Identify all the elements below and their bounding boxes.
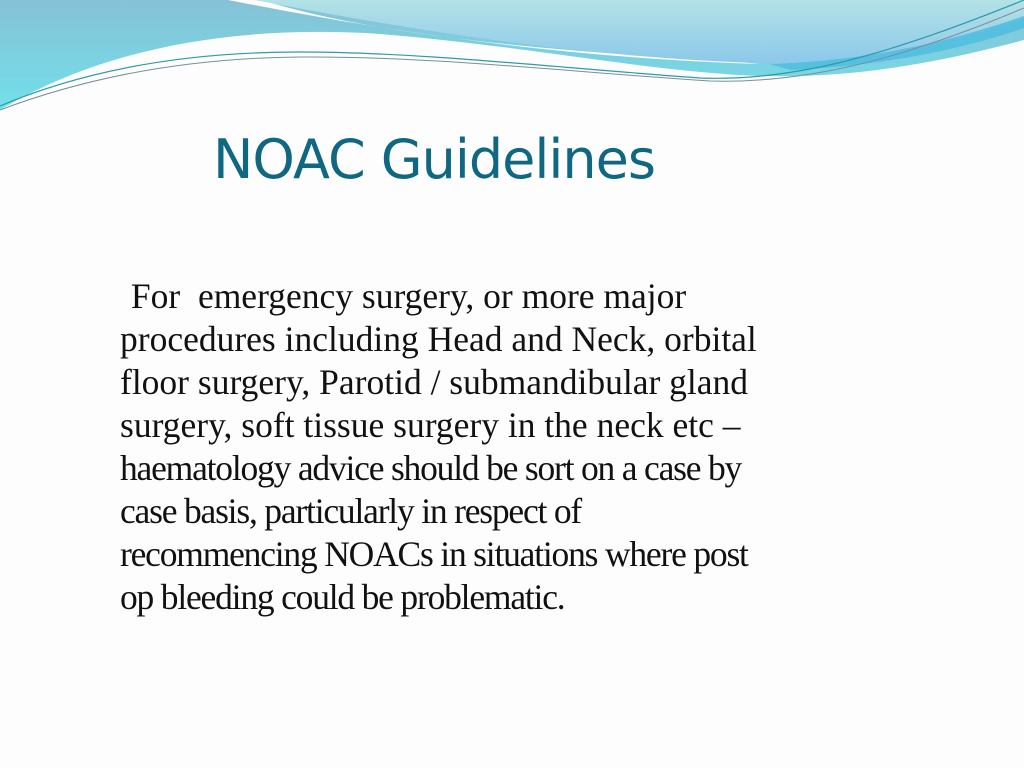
body-line: recommencing NOACs in situations where post [120,534,748,574]
body-line: case basis, particularly in respect of [120,491,582,531]
body-line: floor surgery, Parotid / submandibular gland [120,362,749,402]
slide-body [120,275,950,619]
body-line: surgery, soft tissue surgery in the neck etc – [120,405,741,445]
body-line: haematology advice should be sort on a case by [120,448,742,488]
body-line: For emergency surgery, or more major [122,276,687,316]
header-wave-decoration [0,0,1024,130]
body-line: op bleeding could be problematic. [120,577,565,617]
body-line: procedures including Head and Neck, orbital [120,319,757,359]
slide-title: NOAC Guidelines [213,128,655,191]
